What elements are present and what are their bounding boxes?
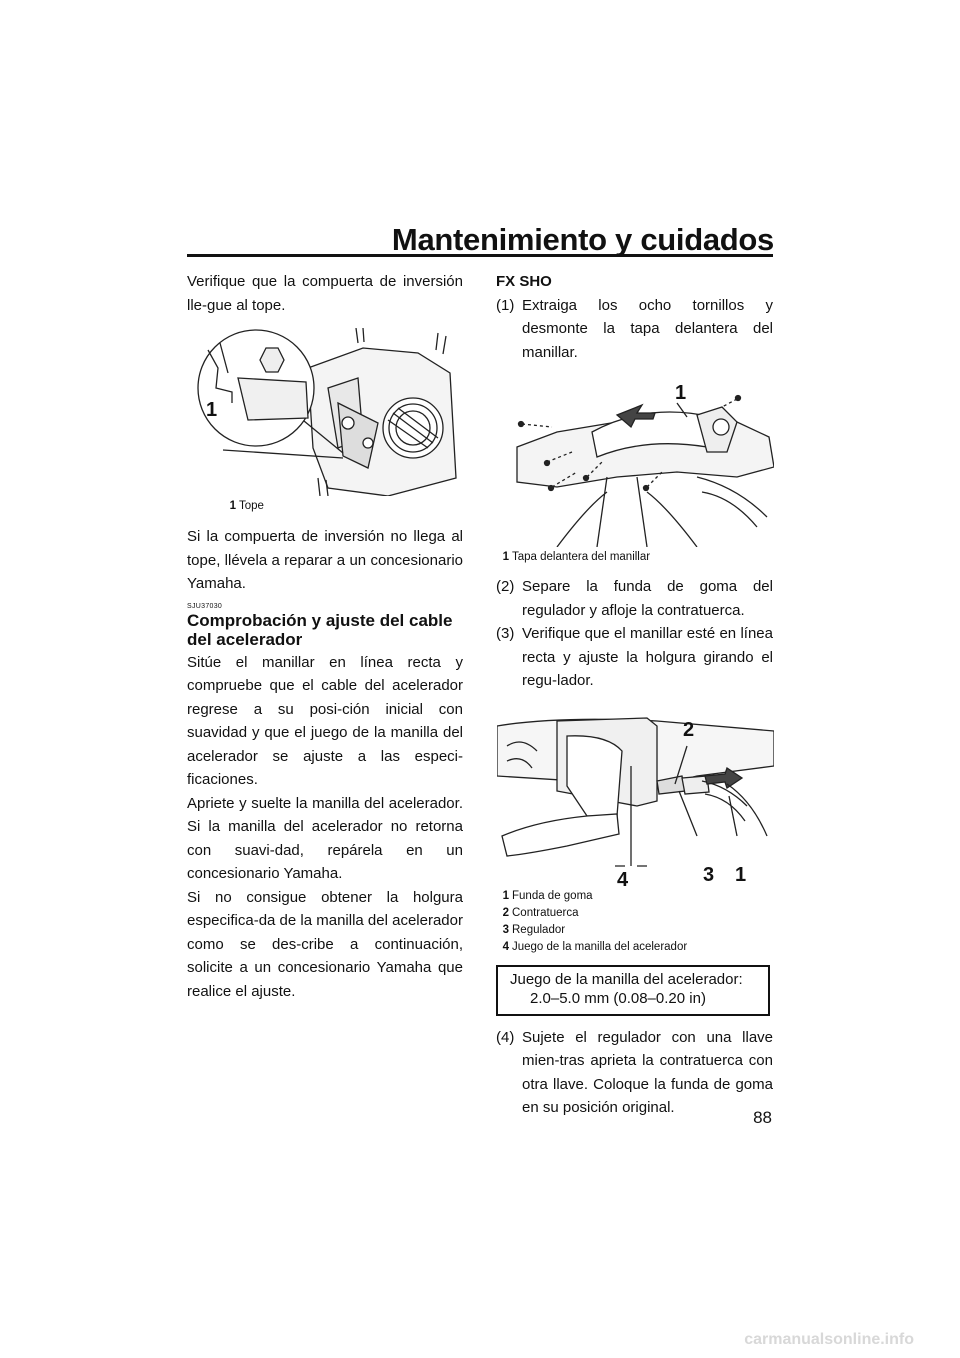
paragraph-2: Apriete y suelte la manilla del acelerador. Si la manilla del acelerador no retorna con suavi-dad, repárela en un concesionario Yamaha.	[187, 794, 463, 882]
fig1-callout-1: 1	[206, 399, 218, 421]
title-rule	[187, 254, 773, 257]
paragraph-3: Si no consigue obtener la holgura especifica-da de la manilla del acelerador como se des-cribe a continuación, solicite a un concesionario Yamaha que realice el ajuste.	[187, 888, 463, 1000]
page-number: 88	[753, 1108, 772, 1127]
after-figure-text: Si la compuerta de inversión no llega al tope, llévela a reparar a un concesionario Yamaha.	[187, 528, 463, 592]
fig3-legend-item: 4 Juego de la manilla del acelerador	[502, 940, 688, 953]
figure-handlebar-cover	[496, 376, 773, 567]
fig3-callout-3: 3	[703, 863, 715, 886]
step-1: (1) Extraiga los ocho tornillos y desmonte la tapa delantera del manillar.	[496, 296, 773, 361]
right-column	[496, 270, 773, 1120]
fig3-legend-item: 2 Contratuerca	[502, 906, 579, 919]
fig3-legend-item: 1 Funda de goma	[502, 889, 593, 902]
spec-box	[496, 965, 770, 1016]
fig1-legend	[188, 498, 462, 515]
fig1-legend-item: 1 Tope	[229, 500, 264, 512]
intro-text: Verifique que la compuerta de inversión lle-gue al tope.	[187, 273, 463, 314]
watermark: carmanualsonline.info	[744, 1331, 914, 1348]
spec-label: Juego de la manilla del acelerador:	[510, 970, 743, 988]
step-2: (2) Separe la funda de goma del regulador y afloje la contratuerca.	[496, 578, 773, 619]
fig3-callout-2: 2	[683, 718, 695, 741]
fig3-callout-4: 4	[617, 868, 629, 886]
fig3-callout-1: 1	[735, 863, 747, 886]
fig2-legend	[497, 549, 772, 566]
model-heading: FX SHO	[496, 273, 552, 290]
fig2-legend-item: 1 Tapa delantera del manillar	[502, 551, 651, 563]
section-heading: Comprobación y ajuste del cable del acelerador	[187, 610, 453, 649]
paragraph-1: Sitúe el manillar en línea recta y compruebe que el cable del acelerador regrese a su posi-ción inicial con suavidad y que el juego de la manilla del acelerador se ajuste a las especi-ficaciones.	[187, 653, 463, 788]
fig3-legend-item: 3 Regulador	[502, 923, 566, 936]
step-4: (4) Sujete el regulador con una llave mien-tras aprieta la contratuerca con otra llave. Coloque la funda de goma en su posición original.	[496, 1028, 773, 1116]
reverse-gate-illustration	[188, 328, 464, 496]
figure-reverse-gate	[187, 327, 463, 516]
throttle-lever-illustration	[497, 706, 774, 886]
section-code: SJU37030	[187, 602, 223, 610]
left-column	[187, 270, 463, 1003]
figure-throttle-lever	[496, 705, 773, 957]
step-3: (3) Verifique que el manillar esté en línea recta y ajuste la holgura girando el regu-lador.	[496, 625, 773, 689]
handlebar-cover-illustration	[497, 377, 774, 547]
spec-value: 2.0–5.0 mm (0.08–0.20 in)	[530, 989, 706, 1007]
fig3-legend	[497, 888, 772, 956]
fig2-callout-1: 1	[675, 382, 687, 404]
page-title: Mantenimiento y cuidados	[391, 222, 774, 257]
